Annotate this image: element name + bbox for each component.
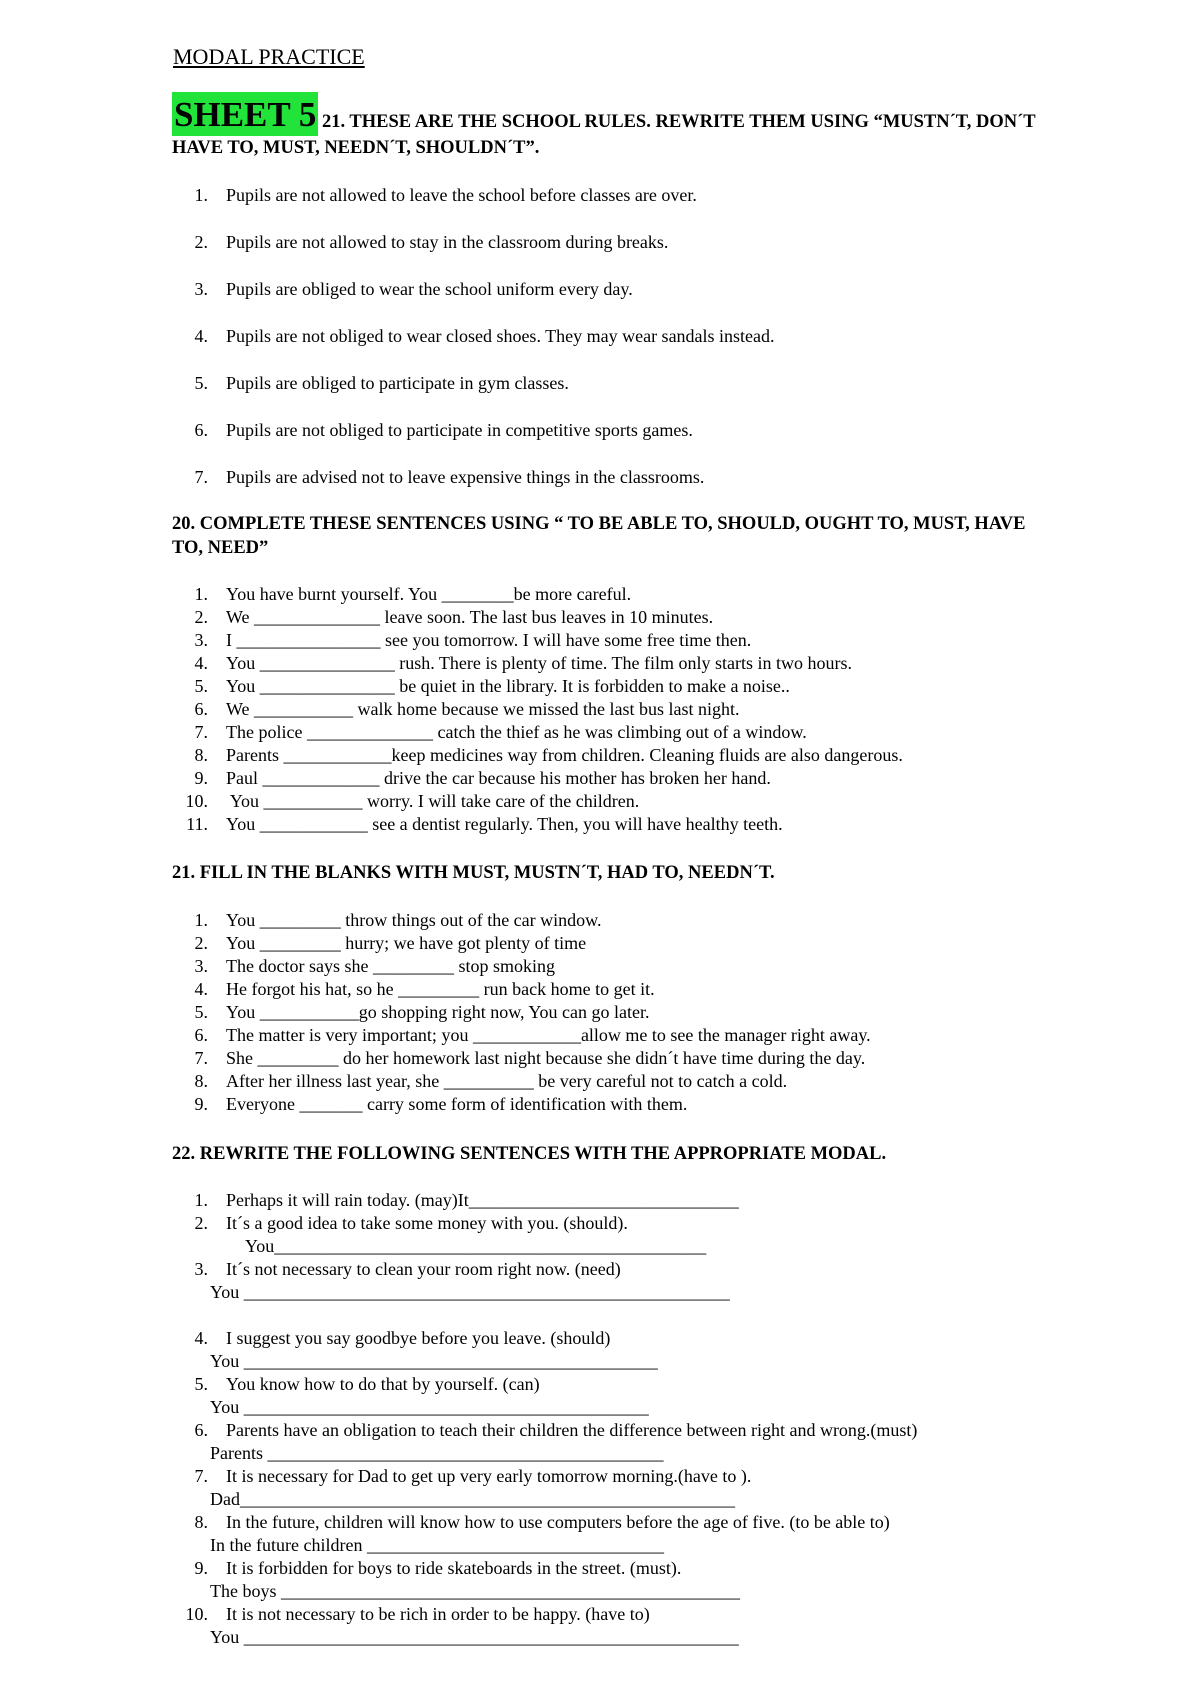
item-text: Parents have an obligation to teach their children the difference between right and wrong.(must) xyxy=(226,1420,918,1440)
item-text: After her illness last year, she __________ be very careful not to catch a cold. xyxy=(226,1071,788,1091)
item-number: 7. xyxy=(194,722,208,742)
item-text: Parents ____________keep medicines way from children. Cleaning fluids are also dangerous. xyxy=(226,745,903,765)
item-number: 4. xyxy=(194,653,208,673)
item-text: You have burnt yourself. You ________be more careful. xyxy=(226,584,632,604)
answer-line: In the future children _________________________________ xyxy=(210,1535,664,1555)
list-item xyxy=(180,629,751,651)
item-number: 1. xyxy=(194,185,208,205)
item-number: 1. xyxy=(194,584,208,604)
item-number: 1. xyxy=(194,1190,208,1210)
item-text: You _________ throw things out of the car window. xyxy=(226,910,602,930)
item-number: 1. xyxy=(194,910,208,930)
answer-line: Parents ____________________________________________ xyxy=(210,1443,664,1463)
item-number: 10. xyxy=(185,1604,208,1624)
item-text: Everyone _______ carry some form of identification with them. xyxy=(226,1094,688,1114)
item-text: It is not necessary to be rich in order to be happy. (have to) xyxy=(226,1604,650,1624)
item-text: He forgot his hat, so he _________ run back home to get it. xyxy=(226,979,655,999)
item-text: You ____________ see a dentist regularly. Then, you will have healthy teeth. xyxy=(226,814,783,834)
sheet-tag: SHEET 5 xyxy=(172,92,318,136)
list-item xyxy=(180,1070,787,1092)
item-text: Pupils are not obliged to wear closed shoes. They may wear sandals instead. xyxy=(226,326,775,346)
item-number: 4. xyxy=(194,1328,208,1348)
list-item xyxy=(180,583,631,605)
item-number: 9. xyxy=(194,1558,208,1578)
answer-line: You _______________________________________________________ xyxy=(210,1627,739,1647)
list-item xyxy=(180,652,852,674)
item-text: You know how to do that by yourself. (can) xyxy=(226,1374,540,1394)
list-item xyxy=(180,606,713,628)
item-text: Pupils are not obliged to participate in competitive sports games. xyxy=(226,420,693,440)
item-text: Pupils are not allowed to leave the school before classes are over. xyxy=(226,185,697,205)
list-item xyxy=(180,767,771,789)
item-number: 7. xyxy=(194,1048,208,1068)
item-number: 6. xyxy=(194,420,208,440)
list-item xyxy=(180,1258,621,1280)
list-item xyxy=(180,231,668,253)
item-number: 3. xyxy=(194,279,208,299)
item-text: Perhaps it will rain today. (may)It______________________________ xyxy=(226,1190,739,1210)
answer-line: You _____________________________________________ xyxy=(210,1397,649,1417)
list-item xyxy=(180,744,903,766)
list-item xyxy=(180,1373,540,1395)
list-item xyxy=(180,1212,628,1234)
item-text: She _________ do her homework last night because she didn´t have time during the day. xyxy=(226,1048,866,1068)
item-text: It is forbidden for boys to ride skateboards in the street. (must). xyxy=(226,1558,682,1578)
item-text: The doctor says she _________ stop smoking xyxy=(226,956,555,976)
item-text: I suggest you say goodbye before you leave. (should) xyxy=(226,1328,611,1348)
list-item xyxy=(180,1189,739,1211)
item-text: Pupils are not allowed to stay in the classroom during breaks. xyxy=(226,232,669,252)
item-number: 3. xyxy=(194,630,208,650)
item-number: 5. xyxy=(194,1002,208,1022)
answer-line: Dad_______________________________________________________ xyxy=(210,1489,735,1509)
list-item xyxy=(180,721,807,743)
item-text: You ___________ worry. I will take care of the children. xyxy=(226,791,640,811)
list-item xyxy=(180,466,704,488)
item-number: 5. xyxy=(194,676,208,696)
list-item xyxy=(180,372,569,394)
list-item xyxy=(180,790,639,812)
list-item xyxy=(180,325,775,347)
item-text: It´s a good idea to take some money with you. (should). xyxy=(226,1213,628,1233)
item-text: It´s not necessary to clean your room right now. (need) xyxy=(226,1259,621,1279)
answer-line: The boys ___________________________________________________ xyxy=(210,1581,740,1601)
item-number: 5. xyxy=(194,373,208,393)
answer-line: You________________________________________________ xyxy=(245,1236,707,1256)
list-item xyxy=(180,955,555,977)
item-text: You ___________go shopping right now, You can go later. xyxy=(226,1002,650,1022)
section-heading-continued: TO, NEED” xyxy=(172,538,269,558)
item-number: 2. xyxy=(194,607,208,627)
item-text: We ___________ walk home because we missed the last bus last night. xyxy=(226,699,740,719)
list-item xyxy=(180,1327,610,1349)
item-number: 4. xyxy=(194,979,208,999)
item-number: 9. xyxy=(194,768,208,788)
item-text: Pupils are advised not to leave expensive things in the classrooms. xyxy=(226,467,705,487)
item-number: 3. xyxy=(194,956,208,976)
item-number: 8. xyxy=(194,1071,208,1091)
section-heading-continued: HAVE TO, MUST, NEEDN´T, SHOULDN´T”. xyxy=(172,138,540,158)
list-item xyxy=(180,1465,751,1487)
item-text: It is necessary for Dad to get up very early tomorrow morning.(have to ). xyxy=(226,1466,752,1486)
item-text: Pupils are obliged to participate in gym classes. xyxy=(226,373,569,393)
item-number: 4. xyxy=(194,326,208,346)
item-number: 11. xyxy=(186,814,208,834)
item-text: The matter is very important; you ____________allow me to see the manager right away. xyxy=(226,1025,871,1045)
list-item xyxy=(180,1024,871,1046)
item-number: 2. xyxy=(194,933,208,953)
item-number: 6. xyxy=(194,699,208,719)
item-number: 6. xyxy=(194,1025,208,1045)
item-text: You _________ hurry; we have got plenty of time xyxy=(226,933,587,953)
item-number: 2. xyxy=(194,1213,208,1233)
item-number: 7. xyxy=(194,467,208,487)
item-number: 10. xyxy=(185,791,208,811)
section-heading: 21. FILL IN THE BLANKS WITH MUST, MUSTN´T, HAD TO, NEEDN´T. xyxy=(172,863,775,883)
list-item xyxy=(180,1419,917,1441)
list-item xyxy=(180,1001,650,1023)
item-text: The police ______________ catch the thief as he was climbing out of a window. xyxy=(226,722,807,742)
item-text: Paul _____________ drive the car because his mother has broken her hand. xyxy=(226,768,771,788)
item-number: 8. xyxy=(194,745,208,765)
item-text: You _______________ be quiet in the library. It is forbidden to make a noise.. xyxy=(226,676,790,696)
list-item xyxy=(180,909,602,931)
answer-line: You ______________________________________________ xyxy=(210,1351,658,1371)
item-number: 6. xyxy=(194,1420,208,1440)
list-item xyxy=(180,932,586,954)
list-item xyxy=(180,1603,650,1625)
item-text: You _______________ rush. There is plenty of time. The film only starts in two hours. xyxy=(226,653,852,673)
section-heading: 22. REWRITE THE FOLLOWING SENTENCES WITH THE APPROPRIATE MODAL. xyxy=(172,1144,887,1164)
item-number: 3. xyxy=(194,1259,208,1279)
list-item xyxy=(180,1093,687,1115)
item-number: 7. xyxy=(194,1466,208,1486)
item-text: In the future, children will know how to use computers before the age of five. (to be able to) xyxy=(226,1512,890,1532)
list-item xyxy=(180,978,655,1000)
page-title: MODAL PRACTICE xyxy=(173,44,365,69)
list-item xyxy=(180,675,790,697)
item-text: We ______________ leave soon. The last bus leaves in 10 minutes. xyxy=(226,607,714,627)
list-item xyxy=(180,1557,681,1579)
item-number: 9. xyxy=(194,1094,208,1114)
list-item xyxy=(180,419,693,441)
list-item xyxy=(180,1047,865,1069)
list-item xyxy=(180,698,739,720)
item-number: 5. xyxy=(194,1374,208,1394)
item-number: 2. xyxy=(194,232,208,252)
list-item xyxy=(180,813,783,835)
section-heading: 21. THESE ARE THE SCHOOL RULES. REWRITE THEM USING “MUSTN´T, DON´T xyxy=(322,112,1036,132)
answer-line: You ______________________________________________________ xyxy=(210,1282,730,1302)
list-item xyxy=(180,1511,890,1533)
item-number: 8. xyxy=(194,1512,208,1532)
list-item xyxy=(180,184,697,206)
list-item xyxy=(180,278,633,300)
item-text: Pupils are obliged to wear the school uniform every day. xyxy=(226,279,633,299)
section-heading: 20. COMPLETE THESE SENTENCES USING “ TO BE ABLE TO, SHOULD, OUGHT TO, MUST, HAVE xyxy=(172,514,1026,534)
item-text: I ________________ see you tomorrow. I will have some free time then. xyxy=(226,630,752,650)
